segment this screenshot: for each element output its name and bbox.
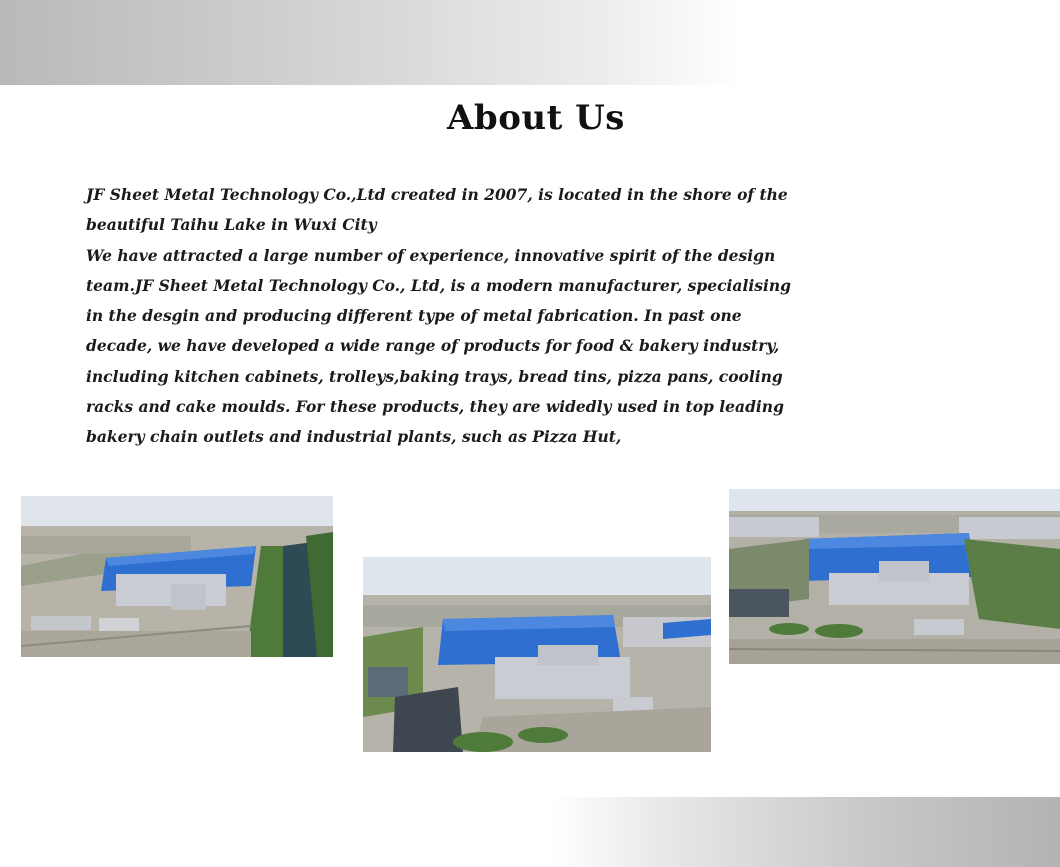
bottom-gradient-banner [0,797,1060,867]
top-gradient-banner [0,0,1060,85]
page-title: About Us [447,98,625,138]
factory-aerial-photo-wide [729,489,1060,664]
factory-aerial-photo-river [21,496,333,657]
factory-aerial-photo-front [363,557,711,752]
about-paragraph-2: We have attracted a large number of experience, innovative spirit of the design team.JF Sheet Metal Technology Co., Ltd, is a modern manufacturer, specialising in the desgin and producing different type of metal fabrication. In past one decade, we have developed a wide range of products for food & bakery industry, including kitchen cabinets, trolleys,baking trays, bread tins, pizza pans, cooling racks and cake moulds. For these products, they are widedly used in top leading bakery chain outlets and industrial plants, such as Pizza Hut, [86,245,791,447]
about-paragraph-1: JF Sheet Metal Technology Co.,Ltd created in 2007, is located in the shore of the beautiful Taihu Lake in Wuxi City [86,185,788,235]
about-text [86,180,806,453]
